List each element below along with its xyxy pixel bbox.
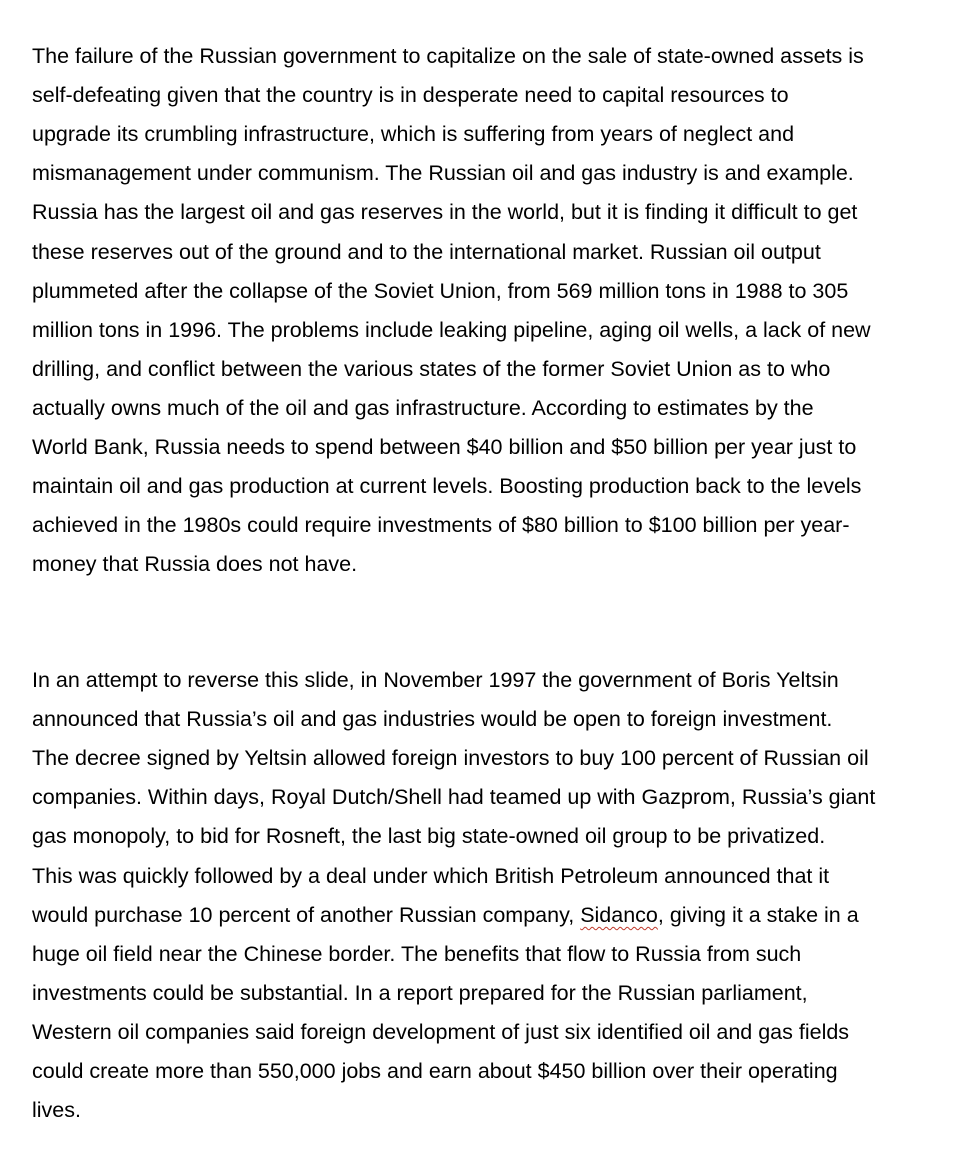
text-line: The failure of the Russian government to capitalize on the sale of state-owned assets is <box>32 44 864 68</box>
text-line: plummeted after the collapse of the Soviet Union, from 569 million tons in 1988 to 305 <box>32 279 849 303</box>
text-line: could create more than 550,000 jobs and earn about $450 billion over their operating <box>32 1059 838 1083</box>
text-line: This was quickly followed by a deal under which British Petroleum announced that it <box>32 864 830 888</box>
text-line: gas monopoly, to bid for Rosneft, the last big state-owned oil group to be privatized. <box>32 824 826 848</box>
text-line: million tons in 1996. The problems include leaking pipeline, aging oil wells, a lack of new <box>32 318 871 342</box>
text-line: upgrade its crumbling infrastructure, which is suffering from years of neglect and <box>32 122 795 146</box>
text-line: self-defeating given that the country is in desperate need to capital resources to <box>32 83 789 107</box>
text-line: drilling, and conflict between the various states of the former Soviet Union as to who <box>32 357 831 381</box>
text-line <box>32 900 859 930</box>
spellcheck-flagged-word[interactable]: Sidanco <box>580 903 658 927</box>
text-segment: would purchase 10 percent of another Russian company, <box>32 903 581 927</box>
text-line: maintain oil and gas production at current levels. Boosting production back to the levels <box>32 474 862 498</box>
text-line: announced that Russia’s oil and gas industries would be open to foreign investment. <box>32 707 833 731</box>
text-line: investments could be substantial. In a report prepared for the Russian parliament, <box>32 981 808 1005</box>
text-line: In an attempt to reverse this slide, in November 1997 the government of Boris Yeltsin <box>32 668 839 692</box>
text-line: Western oil companies said foreign development of just six identified oil and gas fields <box>32 1020 850 1044</box>
text-line: achieved in the 1980s could require investments of $80 billion to $100 billion per year- <box>32 513 850 537</box>
text-line: huge oil field near the Chinese border. The benefits that flow to Russia from such <box>32 942 802 966</box>
text-line: money that Russia does not have. <box>32 552 358 576</box>
text-line: these reserves out of the ground and to the international market. Russian oil output <box>32 240 821 264</box>
text-segment: , giving it a stake in a <box>657 903 859 927</box>
text-line: companies. Within days, Royal Dutch/Shell had teamed up with Gazprom, Russia’s giant <box>32 785 876 809</box>
text-line: mismanagement under communism. The Russian oil and gas industry is and example. <box>32 161 854 185</box>
text-line: actually owns much of the oil and gas infrastructure. According to estimates by the <box>32 396 814 420</box>
text-line: World Bank, Russia needs to spend between $40 billion and $50 billion per year just to <box>32 435 857 459</box>
text-line: lives. <box>32 1098 81 1122</box>
text-line: Russia has the largest oil and gas reserves in the world, but it is finding it difficult to get <box>32 200 858 224</box>
text-line: The decree signed by Yeltsin allowed foreign investors to buy 100 percent of Russian oil <box>32 746 869 770</box>
